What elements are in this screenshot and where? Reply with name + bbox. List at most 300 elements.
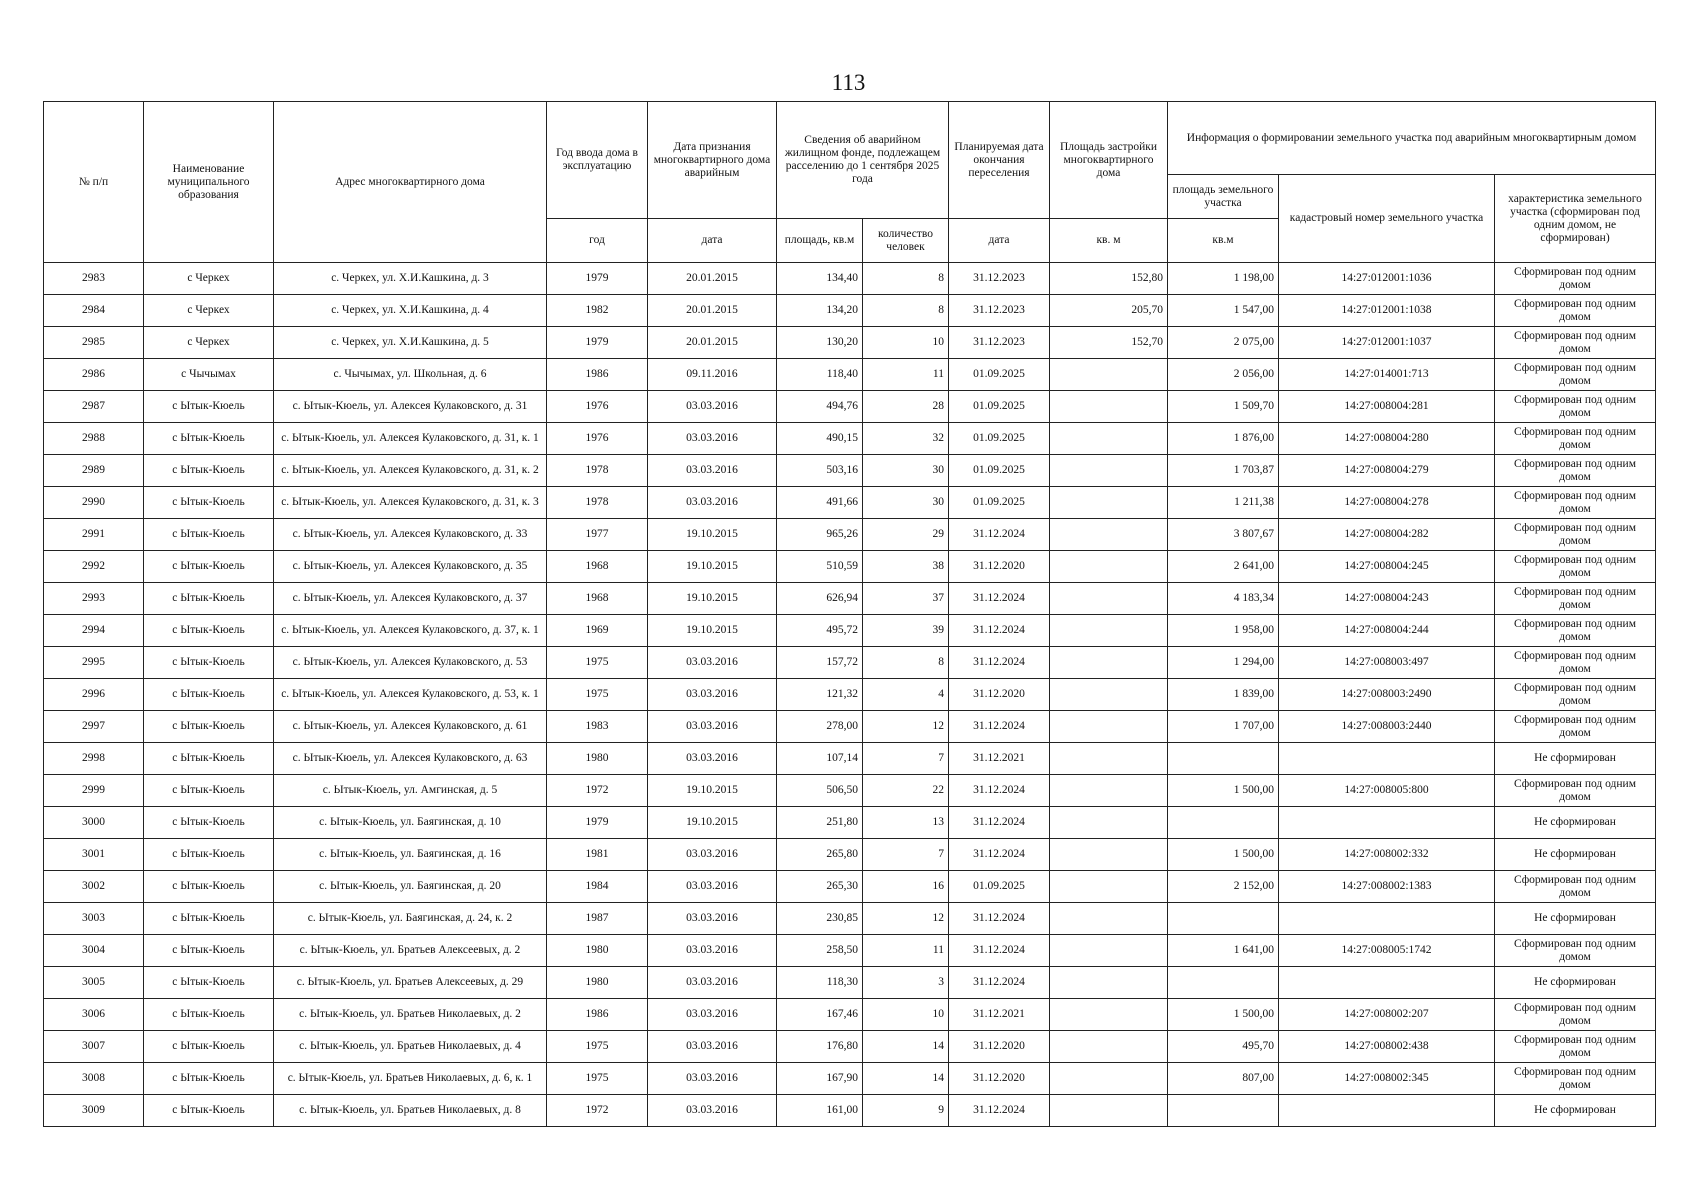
recognition-date-cell: 19.10.2015 — [648, 519, 777, 551]
area-cell: 130,20 — [777, 327, 863, 359]
land-area-cell: 1 500,00 — [1168, 839, 1279, 871]
cadastral-number-cell: 14:27:008002:332 — [1279, 839, 1495, 871]
municipality-cell: с Ытык-Кюель — [144, 839, 274, 871]
header-unit-sqm: кв. м — [1050, 219, 1168, 263]
people-count-cell: 7 — [863, 839, 949, 871]
table-row — [44, 807, 1656, 839]
table-row — [44, 359, 1656, 391]
land-characteristic-cell: Сформирован под одним домом — [1495, 391, 1656, 423]
planned-end-date-cell: 01.09.2025 — [949, 871, 1050, 903]
municipality-cell: с Ытык-Кюель — [144, 391, 274, 423]
header-municipality: Наименование муниципального образования — [144, 102, 274, 263]
land-area-cell: 1 839,00 — [1168, 679, 1279, 711]
municipality-cell: с Ытык-Кюель — [144, 615, 274, 647]
people-count-cell: 10 — [863, 327, 949, 359]
table-row — [44, 871, 1656, 903]
address-cell: с. Ытык-Кюель, ул. Алексея Кулаковского, д. 33 — [274, 519, 547, 551]
table-row — [44, 295, 1656, 327]
recognition-date-cell: 03.03.2016 — [648, 967, 777, 999]
building-area-cell — [1050, 423, 1168, 455]
year-cell: 1978 — [547, 455, 648, 487]
header-land-area: площадь земельного участка — [1168, 175, 1279, 219]
area-cell: 161,00 — [777, 1095, 863, 1127]
people-count-cell: 8 — [863, 295, 949, 327]
row-number: 2995 — [44, 647, 144, 679]
area-cell: 134,20 — [777, 295, 863, 327]
municipality-cell: с Ытык-Кюель — [144, 679, 274, 711]
land-characteristic-cell: Не сформирован — [1495, 1095, 1656, 1127]
row-number: 3004 — [44, 935, 144, 967]
planned-end-date-cell: 31.12.2024 — [949, 1095, 1050, 1127]
land-area-cell: 2 152,00 — [1168, 871, 1279, 903]
year-cell: 1976 — [547, 423, 648, 455]
cadastral-number-cell: 14:27:008004:281 — [1279, 391, 1495, 423]
recognition-date-cell: 19.10.2015 — [648, 775, 777, 807]
row-number: 2988 — [44, 423, 144, 455]
row-number: 2983 — [44, 263, 144, 295]
municipality-cell: с Ытык-Кюель — [144, 967, 274, 999]
planned-end-date-cell: 31.12.2020 — [949, 1031, 1050, 1063]
planned-end-date-cell: 01.09.2025 — [949, 487, 1050, 519]
land-characteristic-cell: Сформирован под одним домом — [1495, 775, 1656, 807]
table-row — [44, 903, 1656, 935]
land-characteristic-cell: Сформирован под одним домом — [1495, 999, 1656, 1031]
year-cell: 1975 — [547, 647, 648, 679]
cadastral-number-cell: 14:27:008003:2490 — [1279, 679, 1495, 711]
area-cell: 167,90 — [777, 1063, 863, 1095]
year-cell: 1987 — [547, 903, 648, 935]
address-cell: с. Ытык-Кюель, ул. Баягинская, д. 10 — [274, 807, 547, 839]
building-area-cell — [1050, 583, 1168, 615]
municipality-cell: с Ытык-Кюель — [144, 647, 274, 679]
recognition-date-cell: 03.03.2016 — [648, 839, 777, 871]
area-cell: 118,30 — [777, 967, 863, 999]
row-number: 3005 — [44, 967, 144, 999]
address-cell: с. Ытык-Кюель, ул. Братьев Николаевых, д. 4 — [274, 1031, 547, 1063]
building-area-cell — [1050, 359, 1168, 391]
planned-end-date-cell: 01.09.2025 — [949, 423, 1050, 455]
area-cell: 134,40 — [777, 263, 863, 295]
area-cell: 121,32 — [777, 679, 863, 711]
cadastral-number-cell: 14:27:008002:207 — [1279, 999, 1495, 1031]
table-header — [44, 102, 1656, 263]
land-area-cell: 1 198,00 — [1168, 263, 1279, 295]
building-area-cell — [1050, 935, 1168, 967]
header-address: Адрес многоквартирного дома — [274, 102, 547, 263]
municipality-cell: с Ытык-Кюель — [144, 711, 274, 743]
area-cell: 626,94 — [777, 583, 863, 615]
municipality-cell: с Черкех — [144, 263, 274, 295]
municipality-cell: с Ытык-Кюель — [144, 1063, 274, 1095]
planned-end-date-cell: 31.12.2023 — [949, 327, 1050, 359]
land-characteristic-cell: Сформирован под одним домом — [1495, 1063, 1656, 1095]
land-area-cell: 3 807,67 — [1168, 519, 1279, 551]
land-area-cell: 1 500,00 — [1168, 775, 1279, 807]
row-number: 3009 — [44, 1095, 144, 1127]
table-row — [44, 487, 1656, 519]
address-cell: с. Ытык-Кюель, ул. Алексея Кулаковского, д. 63 — [274, 743, 547, 775]
area-cell: 107,14 — [777, 743, 863, 775]
building-area-cell: 152,70 — [1050, 327, 1168, 359]
building-area-cell — [1050, 455, 1168, 487]
planned-end-date-cell: 31.12.2021 — [949, 743, 1050, 775]
area-cell: 157,72 — [777, 647, 863, 679]
recognition-date-cell: 19.10.2015 — [648, 807, 777, 839]
planned-end-date-cell: 01.09.2025 — [949, 359, 1050, 391]
land-characteristic-cell: Не сформирован — [1495, 839, 1656, 871]
row-number: 2997 — [44, 711, 144, 743]
address-cell: с. Ытык-Кюель, ул. Братьев Николаевых, д. 8 — [274, 1095, 547, 1127]
year-cell: 1975 — [547, 679, 648, 711]
area-cell: 265,80 — [777, 839, 863, 871]
row-number: 3008 — [44, 1063, 144, 1095]
row-number: 2994 — [44, 615, 144, 647]
row-number: 2989 — [44, 455, 144, 487]
address-cell: с. Ытык-Кюель, ул. Амгинская, д. 5 — [274, 775, 547, 807]
people-count-cell: 9 — [863, 1095, 949, 1127]
land-characteristic-cell: Не сформирован — [1495, 903, 1656, 935]
row-number: 2996 — [44, 679, 144, 711]
header-year-commissioned: Год ввода дома в эксплуатацию — [547, 102, 648, 219]
land-characteristic-cell: Сформирован под одним домом — [1495, 583, 1656, 615]
recognition-date-cell: 20.01.2015 — [648, 295, 777, 327]
land-characteristic-cell: Не сформирован — [1495, 967, 1656, 999]
row-number: 2993 — [44, 583, 144, 615]
land-area-cell — [1168, 807, 1279, 839]
land-area-cell: 1 509,70 — [1168, 391, 1279, 423]
land-area-cell — [1168, 743, 1279, 775]
cadastral-number-cell — [1279, 903, 1495, 935]
address-cell: с. Ытык-Кюель, ул. Братьев Алексеевых, д. 2 — [274, 935, 547, 967]
recognition-date-cell: 03.03.2016 — [648, 423, 777, 455]
cadastral-number-cell: 14:27:008004:243 — [1279, 583, 1495, 615]
land-area-cell: 1 294,00 — [1168, 647, 1279, 679]
people-count-cell: 37 — [863, 583, 949, 615]
planned-end-date-cell: 31.12.2023 — [949, 295, 1050, 327]
land-area-cell — [1168, 903, 1279, 935]
land-characteristic-cell: Сформирован под одним домом — [1495, 263, 1656, 295]
recognition-date-cell: 19.10.2015 — [648, 551, 777, 583]
emergency-housing-table — [43, 101, 1656, 1127]
recognition-date-cell: 20.01.2015 — [648, 263, 777, 295]
table-row — [44, 743, 1656, 775]
municipality-cell: с Ытык-Кюель — [144, 583, 274, 615]
header-unit-sqm2: кв.м — [1168, 219, 1279, 263]
table-row — [44, 1063, 1656, 1095]
land-area-cell: 1 958,00 — [1168, 615, 1279, 647]
table-row — [44, 423, 1656, 455]
area-cell: 230,85 — [777, 903, 863, 935]
land-characteristic-cell: Сформирован под одним домом — [1495, 487, 1656, 519]
address-cell: с. Ытык-Кюель, ул. Алексея Кулаковского, д. 31 — [274, 391, 547, 423]
planned-end-date-cell: 31.12.2024 — [949, 615, 1050, 647]
people-count-cell: 39 — [863, 615, 949, 647]
people-count-cell: 11 — [863, 359, 949, 391]
year-cell: 1979 — [547, 327, 648, 359]
planned-end-date-cell: 31.12.2020 — [949, 551, 1050, 583]
row-number: 2985 — [44, 327, 144, 359]
header-unit-date2: дата — [949, 219, 1050, 263]
municipality-cell: с Ытык-Кюель — [144, 903, 274, 935]
recognition-date-cell: 19.10.2015 — [648, 583, 777, 615]
people-count-cell: 8 — [863, 263, 949, 295]
municipality-cell: с Ытык-Кюель — [144, 807, 274, 839]
planned-end-date-cell: 01.09.2025 — [949, 391, 1050, 423]
table-row — [44, 1095, 1656, 1127]
year-cell: 1976 — [547, 391, 648, 423]
municipality-cell: с Чычымах — [144, 359, 274, 391]
area-cell: 278,00 — [777, 711, 863, 743]
municipality-cell: с Ытык-Кюель — [144, 743, 274, 775]
table-row — [44, 327, 1656, 359]
area-cell: 495,72 — [777, 615, 863, 647]
table-row — [44, 1031, 1656, 1063]
table-row — [44, 455, 1656, 487]
land-area-cell: 1 500,00 — [1168, 999, 1279, 1031]
recognition-date-cell: 03.03.2016 — [648, 647, 777, 679]
table-row — [44, 711, 1656, 743]
header-unit-people: количество человек — [863, 219, 949, 263]
land-area-cell: 495,70 — [1168, 1031, 1279, 1063]
planned-end-date-cell: 31.12.2024 — [949, 647, 1050, 679]
year-cell: 1979 — [547, 263, 648, 295]
land-characteristic-cell: Сформирован под одним домом — [1495, 935, 1656, 967]
year-cell: 1986 — [547, 359, 648, 391]
planned-end-date-cell: 31.12.2020 — [949, 1063, 1050, 1095]
building-area-cell — [1050, 807, 1168, 839]
people-count-cell: 4 — [863, 679, 949, 711]
people-count-cell: 3 — [863, 967, 949, 999]
people-count-cell: 22 — [863, 775, 949, 807]
address-cell: с. Ытык-Кюель, ул. Алексея Кулаковского, д. 37 — [274, 583, 547, 615]
row-number: 2986 — [44, 359, 144, 391]
building-area-cell — [1050, 711, 1168, 743]
area-cell: 965,26 — [777, 519, 863, 551]
planned-end-date-cell: 31.12.2021 — [949, 999, 1050, 1031]
header-characteristic: характеристика земельного участка (сформирован под одним домом, не сформирован) — [1495, 175, 1656, 263]
address-cell: с. Черкех, ул. Х.И.Кашкина, д. 5 — [274, 327, 547, 359]
year-cell: 1975 — [547, 1031, 648, 1063]
address-cell: с. Ытык-Кюель, ул. Баягинская, д. 16 — [274, 839, 547, 871]
municipality-cell: с Ытык-Кюель — [144, 423, 274, 455]
cadastral-number-cell: 14:27:008004:245 — [1279, 551, 1495, 583]
address-cell: с. Ытык-Кюель, ул. Алексея Кулаковского, д. 35 — [274, 551, 547, 583]
table-row — [44, 615, 1656, 647]
row-number: 3007 — [44, 1031, 144, 1063]
building-area-cell: 152,80 — [1050, 263, 1168, 295]
table-row — [44, 519, 1656, 551]
people-count-cell: 38 — [863, 551, 949, 583]
area-cell: 258,50 — [777, 935, 863, 967]
recognition-date-cell: 03.03.2016 — [648, 391, 777, 423]
cadastral-number-cell — [1279, 967, 1495, 999]
header-unit-date: дата — [648, 219, 777, 263]
recognition-date-cell: 03.03.2016 — [648, 1063, 777, 1095]
planned-end-date-cell: 31.12.2024 — [949, 519, 1050, 551]
year-cell: 1968 — [547, 583, 648, 615]
people-count-cell: 11 — [863, 935, 949, 967]
cadastral-number-cell: 14:27:008004:279 — [1279, 455, 1495, 487]
cadastral-number-cell: 14:27:008002:1383 — [1279, 871, 1495, 903]
planned-end-date-cell: 31.12.2024 — [949, 967, 1050, 999]
year-cell: 1986 — [547, 999, 648, 1031]
land-characteristic-cell: Сформирован под одним домом — [1495, 679, 1656, 711]
land-characteristic-cell: Сформирован под одним домом — [1495, 1031, 1656, 1063]
area-cell: 491,66 — [777, 487, 863, 519]
header-unit-area: площадь, кв.м — [777, 219, 863, 263]
people-count-cell: 14 — [863, 1063, 949, 1095]
building-area-cell — [1050, 999, 1168, 1031]
people-count-cell: 28 — [863, 391, 949, 423]
planned-end-date-cell: 31.12.2023 — [949, 263, 1050, 295]
table-row — [44, 839, 1656, 871]
building-area-cell — [1050, 647, 1168, 679]
planned-end-date-cell: 31.12.2020 — [949, 679, 1050, 711]
building-area-cell — [1050, 967, 1168, 999]
planned-end-date-cell: 31.12.2024 — [949, 775, 1050, 807]
cadastral-number-cell: 14:27:008005:1742 — [1279, 935, 1495, 967]
building-area-cell — [1050, 679, 1168, 711]
municipality-cell: с Ытык-Кюель — [144, 519, 274, 551]
table-row — [44, 999, 1656, 1031]
municipality-cell: с Черкех — [144, 327, 274, 359]
year-cell: 1980 — [547, 743, 648, 775]
municipality-cell: с Ытык-Кюель — [144, 775, 274, 807]
year-cell: 1979 — [547, 807, 648, 839]
building-area-cell — [1050, 903, 1168, 935]
cadastral-number-cell — [1279, 743, 1495, 775]
land-characteristic-cell: Сформирован под одним домом — [1495, 519, 1656, 551]
building-area-cell — [1050, 743, 1168, 775]
address-cell: с. Ытык-Кюель, ул. Алексея Кулаковского, д. 31, к. 1 — [274, 423, 547, 455]
cadastral-number-cell: 14:27:014001:713 — [1279, 359, 1495, 391]
page-number: 113 — [831, 70, 866, 95]
municipality-cell: с Ытык-Кюель — [144, 871, 274, 903]
people-count-cell: 12 — [863, 711, 949, 743]
building-area-cell — [1050, 519, 1168, 551]
municipality-cell: с Ытык-Кюель — [144, 935, 274, 967]
year-cell: 1972 — [547, 775, 648, 807]
table-row — [44, 551, 1656, 583]
land-area-cell: 1 876,00 — [1168, 423, 1279, 455]
land-characteristic-cell: Сформирован под одним домом — [1495, 871, 1656, 903]
land-characteristic-cell: Сформирован под одним домом — [1495, 711, 1656, 743]
year-cell: 1969 — [547, 615, 648, 647]
people-count-cell: 12 — [863, 903, 949, 935]
municipality-cell: с Ытык-Кюель — [144, 551, 274, 583]
recognition-date-cell: 03.03.2016 — [648, 1031, 777, 1063]
header-land-info: Информация о формировании земельного участка под аварийным многоквартирным домом — [1168, 102, 1656, 175]
recognition-date-cell: 03.03.2016 — [648, 455, 777, 487]
table-row — [44, 679, 1656, 711]
land-characteristic-cell: Сформирован под одним домом — [1495, 327, 1656, 359]
land-area-cell: 2 056,00 — [1168, 359, 1279, 391]
planned-end-date-cell: 31.12.2024 — [949, 711, 1050, 743]
address-cell: с. Ытык-Кюель, ул. Баягинская, д. 20 — [274, 871, 547, 903]
header-cadastral: кадастровый номер земельного участка — [1279, 175, 1495, 263]
row-number: 2998 — [44, 743, 144, 775]
table-row — [44, 967, 1656, 999]
building-area-cell — [1050, 871, 1168, 903]
people-count-cell: 30 — [863, 487, 949, 519]
cadastral-number-cell — [1279, 1095, 1495, 1127]
building-area-cell: 205,70 — [1050, 295, 1168, 327]
address-cell: с. Ытык-Кюель, ул. Братьев Николаевых, д. 2 — [274, 999, 547, 1031]
address-cell: с. Ытык-Кюель, ул. Алексея Кулаковского, д. 53 — [274, 647, 547, 679]
table-row — [44, 775, 1656, 807]
row-number: 2984 — [44, 295, 144, 327]
building-area-cell — [1050, 1063, 1168, 1095]
cadastral-number-cell: 14:27:008002:345 — [1279, 1063, 1495, 1095]
land-characteristic-cell: Сформирован под одним домом — [1495, 455, 1656, 487]
area-cell: 503,16 — [777, 455, 863, 487]
year-cell: 1968 — [547, 551, 648, 583]
municipality-cell: с Ытык-Кюель — [144, 487, 274, 519]
year-cell: 1978 — [547, 487, 648, 519]
address-cell: с. Ытык-Кюель, ул. Братьев Алексеевых, д. 29 — [274, 967, 547, 999]
building-area-cell — [1050, 839, 1168, 871]
address-cell: с. Ытык-Кюель, ул. Братьев Николаевых, д. 6, к. 1 — [274, 1063, 547, 1095]
people-count-cell: 14 — [863, 1031, 949, 1063]
people-count-cell: 32 — [863, 423, 949, 455]
table-row — [44, 391, 1656, 423]
land-area-cell: 1 703,87 — [1168, 455, 1279, 487]
land-characteristic-cell: Сформирован под одним домом — [1495, 647, 1656, 679]
header-emergency-info: Сведения об аварийном жилищном фонде, подлежащем расселению до 1 сентября 2025 года — [777, 102, 949, 219]
row-number: 2992 — [44, 551, 144, 583]
year-cell: 1975 — [547, 1063, 648, 1095]
land-area-cell: 807,00 — [1168, 1063, 1279, 1095]
building-area-cell — [1050, 775, 1168, 807]
land-characteristic-cell: Сформирован под одним домом — [1495, 295, 1656, 327]
building-area-cell — [1050, 1031, 1168, 1063]
land-characteristic-cell: Сформирован под одним домом — [1495, 423, 1656, 455]
recognition-date-cell: 03.03.2016 — [648, 679, 777, 711]
header-date-recognized: Дата признания многоквартирного дома аварийным — [648, 102, 777, 219]
municipality-cell: с Ытык-Кюель — [144, 999, 274, 1031]
address-cell: с. Черкех, ул. Х.И.Кашкина, д. 4 — [274, 295, 547, 327]
municipality-cell: с Ытык-Кюель — [144, 455, 274, 487]
year-cell: 1982 — [547, 295, 648, 327]
address-cell: с. Ытык-Кюель, ул. Алексея Кулаковского, д. 37, к. 1 — [274, 615, 547, 647]
land-characteristic-cell: Не сформирован — [1495, 743, 1656, 775]
year-cell: 1977 — [547, 519, 648, 551]
cadastral-number-cell — [1279, 807, 1495, 839]
municipality-cell: с Черкех — [144, 295, 274, 327]
row-number: 3000 — [44, 807, 144, 839]
cadastral-number-cell: 14:27:008005:800 — [1279, 775, 1495, 807]
planned-end-date-cell: 31.12.2024 — [949, 807, 1050, 839]
land-characteristic-cell: Сформирован под одним домом — [1495, 551, 1656, 583]
address-cell: с. Ытык-Кюель, ул. Баягинская, д. 24, к. 2 — [274, 903, 547, 935]
cadastral-number-cell: 14:27:008002:438 — [1279, 1031, 1495, 1063]
address-cell: с. Ытык-Кюель, ул. Алексея Кулаковского, д. 31, к. 2 — [274, 455, 547, 487]
people-count-cell: 30 — [863, 455, 949, 487]
recognition-date-cell: 20.01.2015 — [648, 327, 777, 359]
people-count-cell: 7 — [863, 743, 949, 775]
building-area-cell — [1050, 391, 1168, 423]
cadastral-number-cell: 14:27:012001:1038 — [1279, 295, 1495, 327]
table-body — [44, 263, 1656, 1127]
address-cell: с. Чычымах, ул. Школьная, д. 6 — [274, 359, 547, 391]
recognition-date-cell: 19.10.2015 — [648, 615, 777, 647]
cadastral-number-cell: 14:27:008004:278 — [1279, 487, 1495, 519]
cadastral-number-cell: 14:27:008004:282 — [1279, 519, 1495, 551]
row-number: 2999 — [44, 775, 144, 807]
table-row — [44, 583, 1656, 615]
cadastral-number-cell: 14:27:008003:497 — [1279, 647, 1495, 679]
land-characteristic-cell: Не сформирован — [1495, 807, 1656, 839]
